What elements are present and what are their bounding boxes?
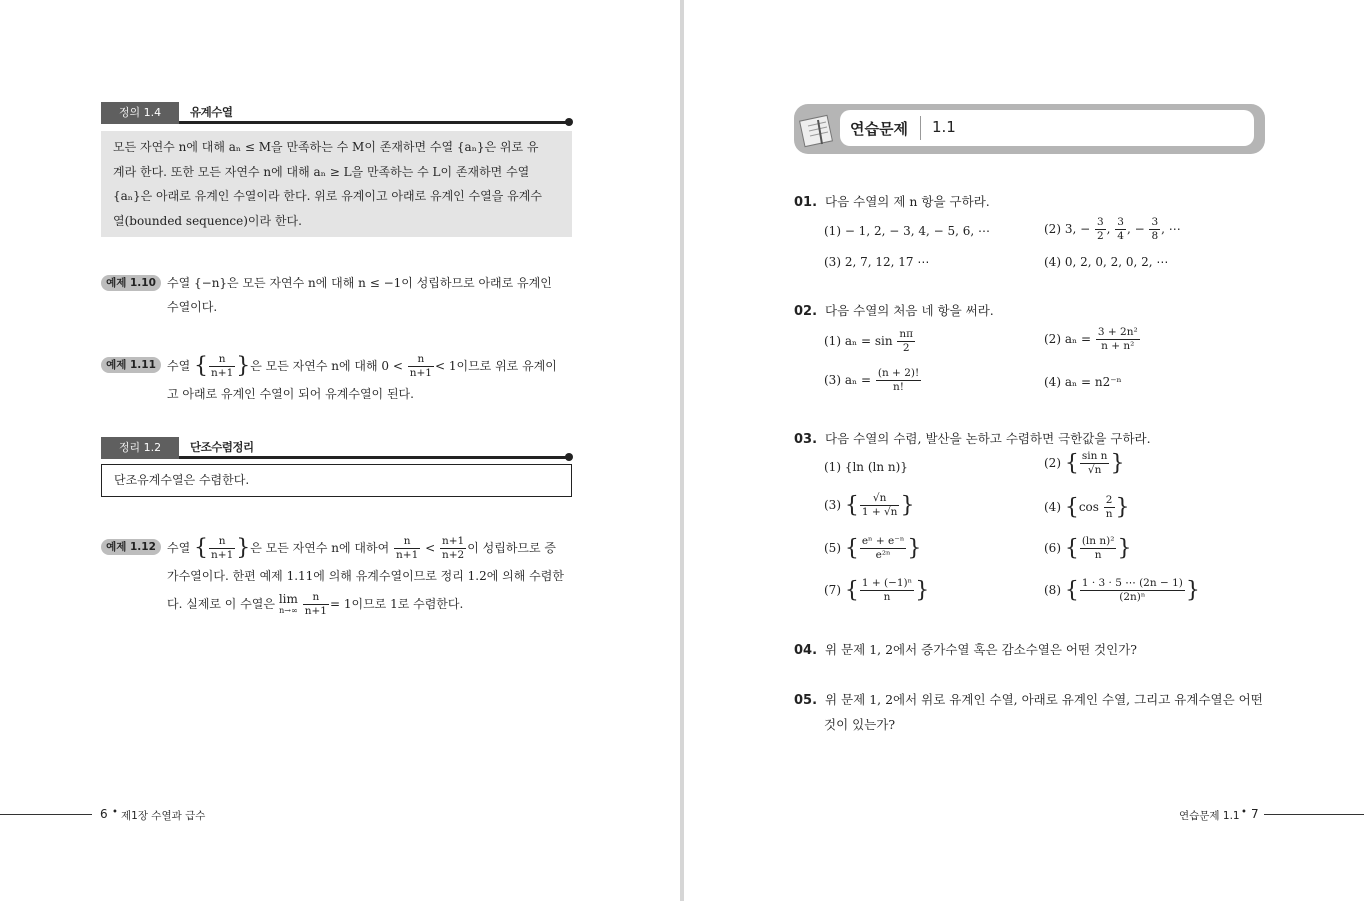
item-label: (5) [824, 541, 841, 555]
q03-item-2: (2) { $\frac{\text{sin n}}{√n}$ } [1044, 450, 1125, 476]
question-03 [794, 429, 1151, 447]
question-number: 01. [794, 195, 818, 210]
page-number: 6 [100, 807, 108, 821]
heading-dot [565, 453, 573, 461]
example-line [167, 350, 572, 382]
bullet: • [1241, 807, 1247, 818]
definition-line: {aₙ}은 아래로 유계인 수열이라 한다. 위로 유계이고 아래로 유계인 수열을 유계수 [113, 189, 542, 203]
text-run: 이 성립하므로 증 [467, 541, 557, 555]
frac-num: n+1 [441, 535, 465, 547]
heading-dot [565, 118, 573, 126]
text-run: 수열 [167, 359, 191, 373]
limit [279, 593, 298, 617]
less-than: < [425, 541, 436, 555]
q01-item-4: (4) 0, 2, 0, 2, 0, 2, ⋯ [1044, 255, 1169, 269]
fraction [408, 353, 434, 380]
page-number: 7 [1251, 807, 1259, 821]
item-label: (7) [824, 583, 841, 597]
chapter-title: 제1장 수열과 급수 [121, 810, 206, 822]
fraction: $\frac{n\pi}{2}$ [899, 328, 914, 354]
fraction: $\frac{√n}{1 + √n}$ [861, 492, 898, 518]
q02-item-1 [824, 328, 916, 355]
definition-line: 계라 한다. 또한 모든 자연수 n에 대해 aₙ ≥ L을 만족하는 수 L이 존재하면 수열 [113, 164, 530, 179]
lim-sub: n→∞ [279, 605, 298, 615]
right-page [684, 0, 1364, 901]
left-footer [0, 807, 300, 823]
frac-den: n+1 [304, 605, 327, 617]
frac-den: n+1 [409, 367, 432, 379]
exercise-header [794, 104, 1265, 154]
frac-den: n+1 [396, 549, 419, 561]
q01-item-2: (2) 3, − $\frac{3}{2}$ , $\frac{3}{4}$ , − $\frac{3}{8}$ , ⋯ [1044, 216, 1181, 242]
q01-item-3: (3) 2, 7, 12, 17 ⋯ [824, 255, 930, 269]
frac-num: n [408, 353, 434, 367]
q03-item-3: (3) { $\frac{√n}{1 + √n}$ } [824, 492, 915, 518]
definition-tag: 정의 1.4 [101, 102, 179, 124]
fraction [394, 535, 420, 562]
item-label: (2) 3, [1044, 222, 1077, 236]
example-line [167, 532, 572, 564]
item-label: (3) aₙ = [824, 373, 872, 387]
exercise-header-inner [840, 110, 1254, 146]
q02-item-3 [824, 367, 922, 394]
notebook-icon [796, 114, 840, 150]
question-02 [794, 301, 994, 319]
question-text: 다음 수열의 수렴, 발산을 논하고 수렴하면 극한값을 구하라. [825, 431, 1151, 446]
fraction: $\frac{3}{2}$ [1096, 216, 1104, 242]
fraction: $\frac{(n + 2)!}{n!}$ [877, 367, 920, 393]
fraction: $\frac{3}{4}$ [1117, 216, 1124, 242]
q03-item-7: (7) { $\frac{\text{1 + (−1)ⁿ}}{n}$ } [824, 577, 930, 603]
brace-left: { [194, 535, 209, 561]
theorem-box: 단조유계수열은 수렴한다. [101, 464, 572, 497]
example-tag: 예제 1.10 [101, 275, 161, 291]
definition-box [101, 131, 572, 237]
bullet: • [112, 807, 118, 818]
q03-item-4: (4) {cos $\frac{2}{n}$ } [1044, 494, 1130, 520]
heading-rule [179, 456, 569, 459]
question-text: 다음 수열의 제 n 항을 구하라. [825, 194, 990, 209]
question-number: 04. [794, 643, 818, 658]
q03-item-1: (1) {ln (ln n)} [824, 460, 908, 474]
q01-item-1: (1) − 1, 2, − 3, 4, − 5, 6, ⋯ [824, 224, 991, 238]
frac-den: n+1 [211, 367, 234, 379]
item-label: (1) aₙ = sin [824, 334, 893, 348]
item-label: (3) [824, 498, 841, 512]
question-number: 03. [794, 432, 818, 447]
fraction [209, 353, 235, 380]
heading-rule [179, 121, 569, 124]
text-run: 다. 실제로 이 수열은 [167, 597, 275, 611]
example-1-10-text [167, 271, 572, 319]
fraction: $\frac{\text{sin n}}{√n}$ [1081, 450, 1108, 476]
left-page [0, 0, 680, 901]
question-number: 02. [794, 304, 818, 319]
item-label: (8) [1044, 583, 1061, 597]
text-run: 수열 [167, 541, 191, 555]
question-text: 위 문제 1, 2에서 증가수열 혹은 감소수열은 어떤 것인가? [825, 642, 1137, 657]
example-1-12-text [167, 532, 572, 620]
question-text: 다음 수열의 처음 네 항을 써라. [825, 303, 994, 318]
frac-num: n [303, 591, 329, 605]
brace-right: } [236, 353, 251, 379]
fraction [303, 591, 329, 618]
fraction: $\frac{\text{1 + (−1)ⁿ}}{n}$ [861, 577, 913, 603]
definition-line: 모든 자연수 n에 대해 aₙ ≤ M을 만족하는 수 M이 존재하면 수열 {aₙ}은 위로 유 [113, 140, 539, 154]
fraction [440, 535, 466, 562]
q03-item-5: (5) { $\frac{\text{eⁿ + e⁻ⁿ}}{\text{e²ⁿ}}$ } [824, 535, 922, 561]
q03-item-6: (6) { $\frac{\text{(ln n)²}}{n}$ } [1044, 535, 1132, 561]
footer-rule [1264, 814, 1364, 815]
theorem-title: 단조수렴정리 [190, 440, 254, 454]
footer-rule [0, 814, 92, 815]
example-line: 수열이다. [167, 300, 218, 314]
fraction: $\frac{1 \cdot 3 \cdot 5 \cdots (2n - 1)}{\text{(2n)ⁿ}}$ [1081, 577, 1183, 603]
fraction: $\frac{\text{3 + 2n²}}{\text{n + n²}}$ [1097, 326, 1138, 352]
fraction: $\frac{\text{(ln n)²}}{n}$ [1081, 535, 1115, 561]
example-line: 고 아래로 유계인 수열이 되어 유계수열이 된다. [167, 387, 414, 401]
definition-title: 유계수열 [190, 105, 233, 119]
q03-item-8: (8) { $\frac{1 \cdot 3 \cdot 5 \cdots (2n - 1)}{\text{(2n)ⁿ}}$ } [1044, 577, 1200, 603]
text-run: < 1이므로 위로 유계이 [434, 359, 557, 373]
item-label: (4) [1044, 500, 1061, 514]
brace-left: { [194, 353, 209, 379]
fraction: $\frac{\text{eⁿ + e⁻ⁿ}}{\text{e²ⁿ}}$ [861, 535, 905, 561]
theorem-heading [101, 437, 573, 461]
example-line: 가수열이다. 한편 예제 1.11에 의해 유계수열이므로 정리 1.2에 의해 수렴한 [167, 569, 564, 583]
example-line: 수열 {−n}은 모든 자연수 n에 대해 n ≤ −1이 성립하므로 아래로 유계인 [167, 276, 552, 290]
lim-text: lim [278, 591, 298, 606]
q02-item-2 [1044, 326, 1141, 353]
theorem-tag: 정리 1.2 [101, 437, 179, 459]
fraction: $\frac{3}{8}$ [1151, 216, 1159, 242]
example-1-11-text [167, 350, 572, 406]
frac-den: n+1 [211, 549, 234, 561]
frac-num: n [209, 535, 235, 549]
exercise-number: 1.1 [932, 118, 956, 136]
definition-heading [101, 102, 573, 126]
definition-line: 열(bounded sequence)이라 한다. [113, 213, 302, 228]
question-04 [794, 640, 1137, 658]
example-line [167, 588, 572, 620]
frac-num: n [394, 535, 420, 549]
brace-right: } [236, 535, 251, 561]
text-run: 은 모든 자연수 n에 대해 0 < [250, 359, 403, 373]
example-tag: 예제 1.12 [101, 539, 161, 555]
separator [920, 116, 921, 140]
question-05 [794, 688, 1264, 737]
q02-item-4: (4) aₙ = n2⁻ⁿ [1044, 375, 1122, 389]
item-label: (2) aₙ = [1044, 332, 1092, 346]
text-run: 은 모든 자연수 n에 대하여 [250, 541, 390, 555]
question-number: 05. [794, 693, 818, 708]
example-tag: 예제 1.11 [101, 357, 161, 373]
right-footer [1179, 807, 1364, 823]
question-text-cont: 것이 있는가? [824, 717, 896, 732]
fraction [209, 535, 235, 562]
exercise-label: 연습문제 [850, 120, 908, 138]
question-01 [794, 192, 990, 210]
question-text: 위 문제 1, 2에서 위로 유계인 수열, 아래로 유계인 수열, 그리고 유계수열은 어떤 [825, 692, 1263, 707]
frac-den: n+2 [441, 549, 465, 561]
item-label: (2) [1044, 456, 1061, 470]
section-title: 연습문제 1.1 [1179, 810, 1240, 822]
fraction: $\frac{2}{n}$ [1105, 494, 1113, 520]
text-run: = 1이므로 1로 수렴한다. [329, 597, 464, 611]
item-label: (6) [1044, 541, 1061, 555]
frac-num: n [209, 353, 235, 367]
